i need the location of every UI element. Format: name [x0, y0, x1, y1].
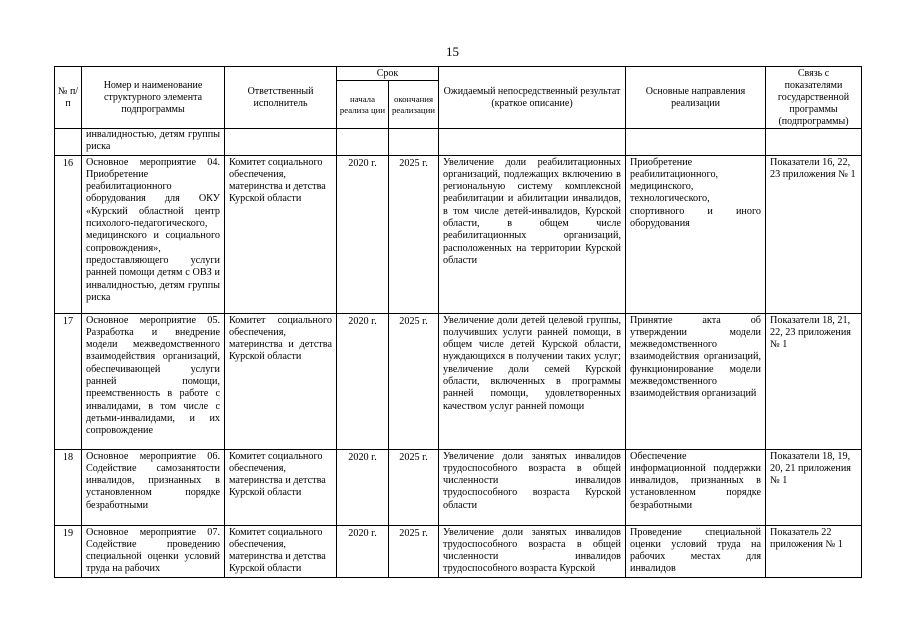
table-row-continuation [55, 129, 862, 156]
cell-directions: Обеспечение информационной поддержки инвалидов, признанных в установленном порядке безработными [626, 449, 766, 525]
table-row [55, 313, 862, 449]
cell-end: 2025 г. [389, 525, 439, 577]
header-term: Срок [337, 67, 439, 81]
cell-link: Показатели 18, 21, 22, 23 приложения № 1 [766, 313, 862, 449]
cell-num: 18 [55, 449, 82, 525]
header-name: Номер и наименование структурного элемента подпрограммы [82, 67, 225, 129]
cell-responsible: Комитет социального обеспечения, материнства и детства Курской области [225, 155, 337, 313]
cell-end: 2025 г. [389, 449, 439, 525]
cell-name: инвалидностью, детям группы риска [82, 129, 225, 156]
cell-link: Показатель 22 приложения № 1 [766, 525, 862, 577]
cell-link [766, 129, 862, 156]
header-row [55, 67, 862, 81]
cell-name: Основное мероприятие 06. Содействие самозанятости инвалидов, признанных в установленном порядке безработными [82, 449, 225, 525]
cell-num: 16 [55, 155, 82, 313]
cell-directions: Приобретение реабилитационного, медицинского, технологического, спортивного и иного оборудования [626, 155, 766, 313]
table-row [55, 155, 862, 313]
page-number: 15 [446, 44, 459, 59]
cell-result [439, 129, 626, 156]
cell-start: 2020 г. [337, 313, 389, 449]
cell-responsible: Комитет социального обеспечения, материнства и детства Курской области [225, 449, 337, 525]
cell-result: Увеличение доли детей целевой группы, получивших услуги ранней помощи, в общем числе детей Курской области, нуждающихся в получении таких услуг; увеличение доли семей Курской области, включенных в программы ранней помощи, удовлетворенных качеством услуг ранней помощи [439, 313, 626, 449]
cell-end [389, 129, 439, 156]
cell-start [337, 129, 389, 156]
cell-directions [626, 129, 766, 156]
cell-end: 2025 г. [389, 313, 439, 449]
cell-name: Основное мероприятие 05. Разработка и внедрение модели межведомственного взаимодействия организаций, обеспечивающей услуги ранней помощи, преемственность в работе с инвалидами, в том числе с детьми-инвалидами, и их сопровождение [82, 313, 225, 449]
cell-responsible: Комитет социального обеспечения, материнства и детства Курской области [225, 525, 337, 577]
cell-end: 2025 г. [389, 155, 439, 313]
cell-directions: Принятие акта об утверждении модели межведомственного взаимодействия организаций, функционирование модели межведомственного взаимодействия организаций [626, 313, 766, 449]
header-directions: Основные направления реализации [626, 67, 766, 129]
cell-link: Показатели 18, 19, 20, 21 приложения № 1 [766, 449, 862, 525]
cell-num: 19 [55, 525, 82, 577]
header-start: начала реализа ции [337, 81, 389, 129]
cell-result: Увеличение доли занятых инвалидов трудоспособного возраста в общей численности инвалидов трудоспособного возраста Курской области [439, 449, 626, 525]
cell-start: 2020 г. [337, 525, 389, 577]
header-end: окончания реализации [389, 81, 439, 129]
measures-table [54, 66, 862, 578]
header-num: № п/п [55, 67, 82, 129]
cell-num [55, 129, 82, 156]
header-link: Связь с показателями государственной программы (подпрограммы) [766, 67, 862, 129]
table-row [55, 449, 862, 525]
header-responsible: Ответственный исполнитель [225, 67, 337, 129]
cell-name: Основное мероприятие 07. Содействие проведению специальной оценки условий труда на рабочих [82, 525, 225, 577]
cell-start: 2020 г. [337, 449, 389, 525]
table-row [55, 525, 862, 577]
cell-responsible [225, 129, 337, 156]
cell-responsible: Комитет социального обеспечения, материнства и детства Курской области [225, 313, 337, 449]
cell-num: 17 [55, 313, 82, 449]
cell-link: Показатели 16, 22, 23 приложения № 1 [766, 155, 862, 313]
cell-name: Основное мероприятие 04. Приобретение реабилитационного оборудования для ОКУ «Курский областной центр психолого-педагогического, медицинского и социального сопровождения», предоставляющего услуги ранней помощи детям с ОВЗ и инвалидностью, детям группы риска [82, 155, 225, 313]
cell-start: 2020 г. [337, 155, 389, 313]
header-result: Ожидаемый непосредственный результат (краткое описание) [439, 67, 626, 129]
cell-directions: Проведение специальной оценки условий труда на рабочих местах для инвалидов [626, 525, 766, 577]
cell-result: Увеличение доли занятых инвалидов трудоспособного возраста в общей численности инвалидов трудоспособного возраста Курской [439, 525, 626, 577]
cell-result: Увеличение доли реабилитационных организаций, подлежащих включению в региональную систему комплексной реабилитации и абилитации инвалидов, в том числе детей-инвалидов, Курской области, в общем числе реабилитационных организаций, расположенных на территории Курской области [439, 155, 626, 313]
